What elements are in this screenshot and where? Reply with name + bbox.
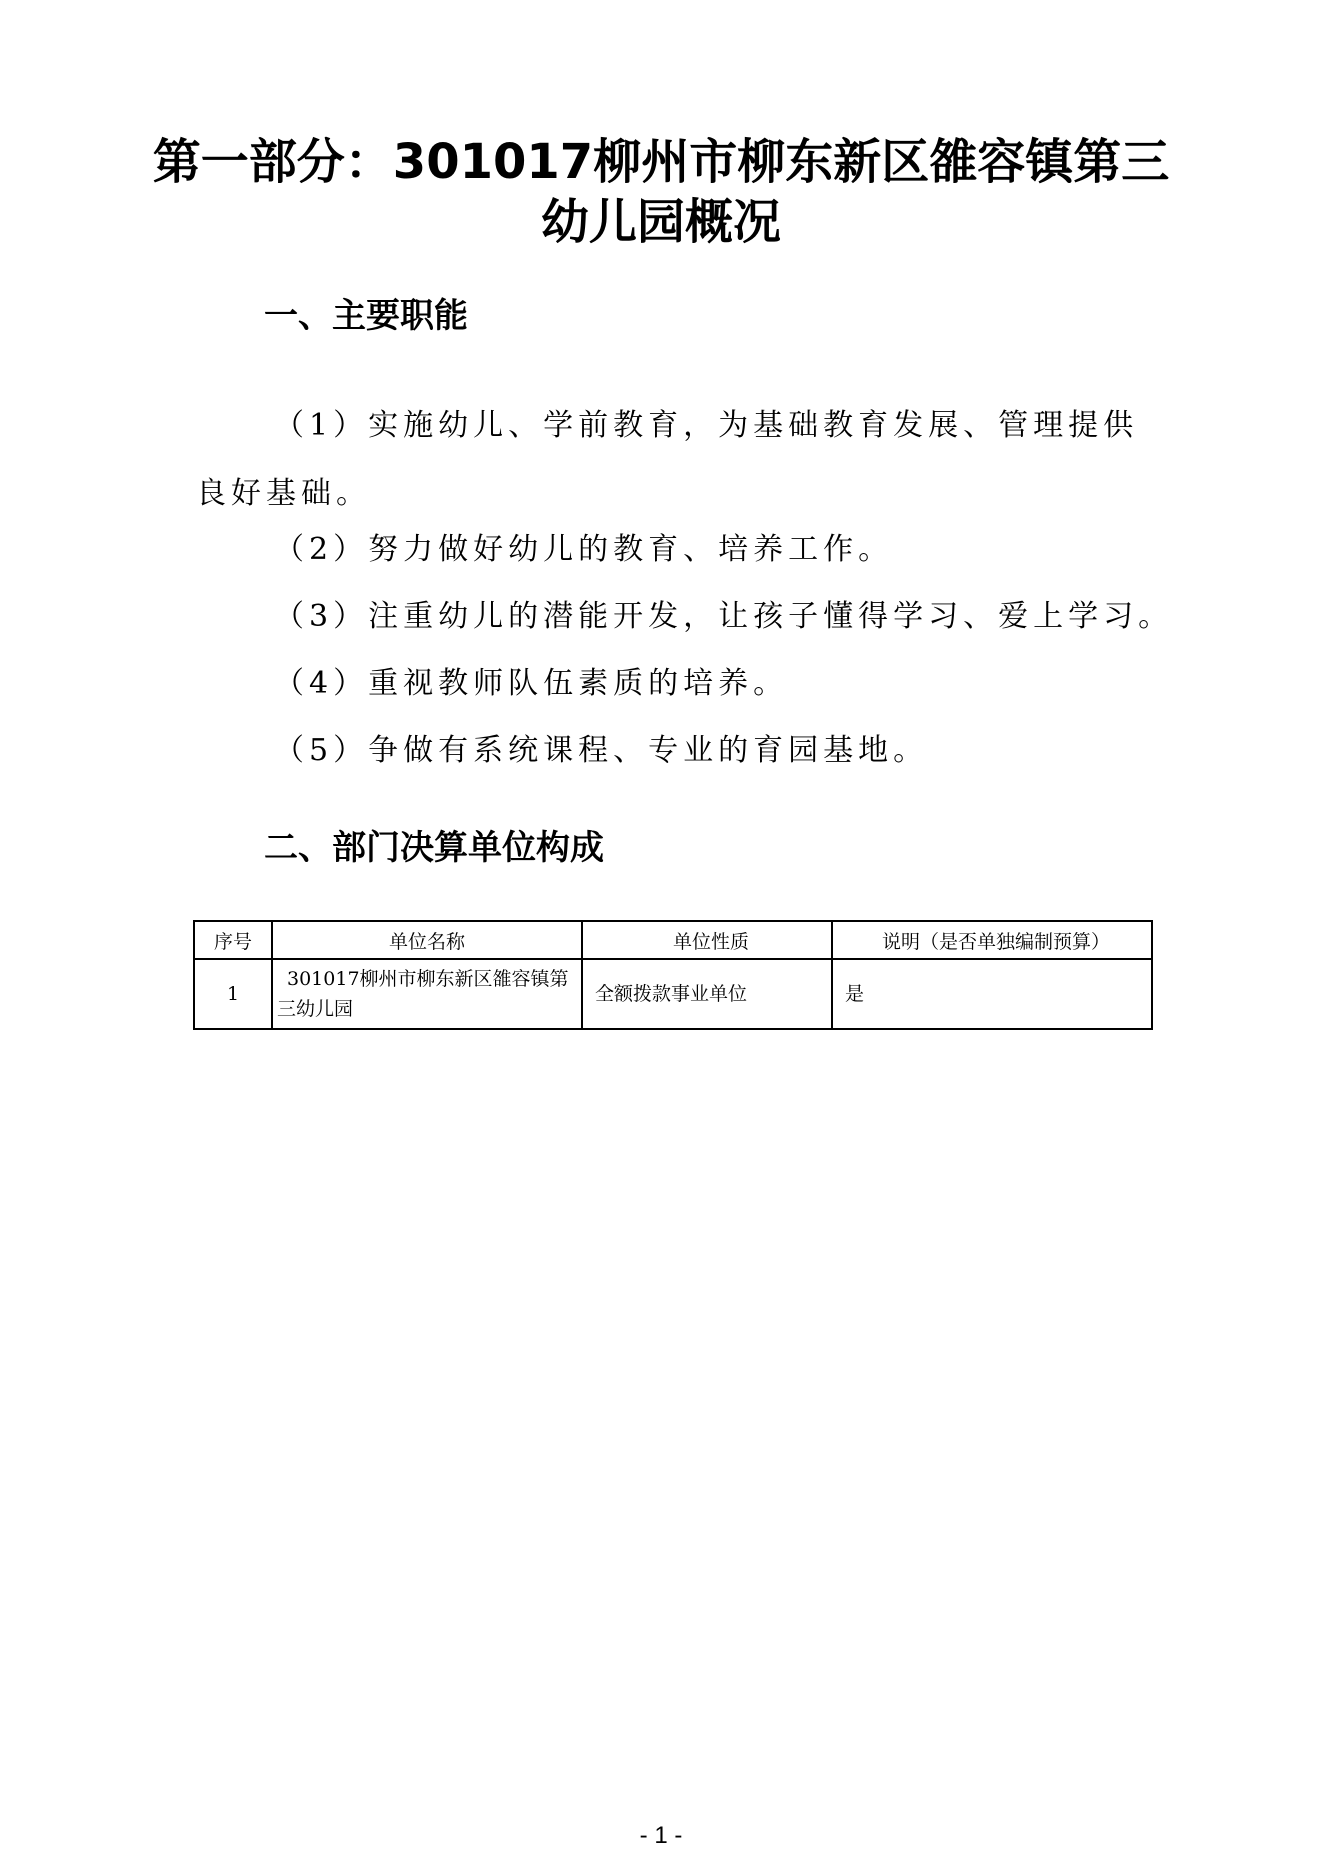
table-cell-unit-type: 全额拨款事业单位: [582, 959, 832, 1029]
table-cell-unit-name: 301017柳州市柳东新区雒容镇第三幼儿园: [272, 959, 582, 1029]
function-item-1: （1）实施幼儿、学前教育，为基础教育发展、管理提供良好基础。: [196, 408, 1139, 511]
section-heading-main-functions: 一、主要职能: [264, 296, 468, 336]
function-item-2: （2）努力做好幼儿的教育、培养工作。: [274, 532, 894, 567]
table-cell-index: 1: [194, 959, 272, 1029]
unit-composition-table: [193, 920, 1153, 1030]
table-header-unit-name: 单位名称: [272, 921, 582, 959]
page-number: - 1 -: [639, 1822, 683, 1849]
function-item-3: （3）注重幼儿的潜能开发，让孩子懂得学习、爱上学习。: [274, 599, 1174, 634]
function-item-5: （5）争做有系统课程、专业的育园基地。: [274, 733, 929, 768]
table-header-unit-type: 单位性质: [582, 921, 832, 959]
table-header-index: 序号: [194, 921, 272, 959]
section-heading-unit-composition: 二、部门决算单位构成: [264, 828, 604, 868]
page-title: 第一部分：301017柳州市柳东新区雒容镇第三幼儿园概况: [152, 134, 1170, 250]
table-header-row: [194, 921, 1152, 959]
function-item-4: （4）重视教师队伍素质的培养。: [274, 666, 789, 701]
table-row: [194, 959, 1152, 1029]
table-header-note: 说明（是否单独编制预算）: [832, 921, 1152, 959]
table-cell-note: 是: [832, 959, 1152, 1029]
